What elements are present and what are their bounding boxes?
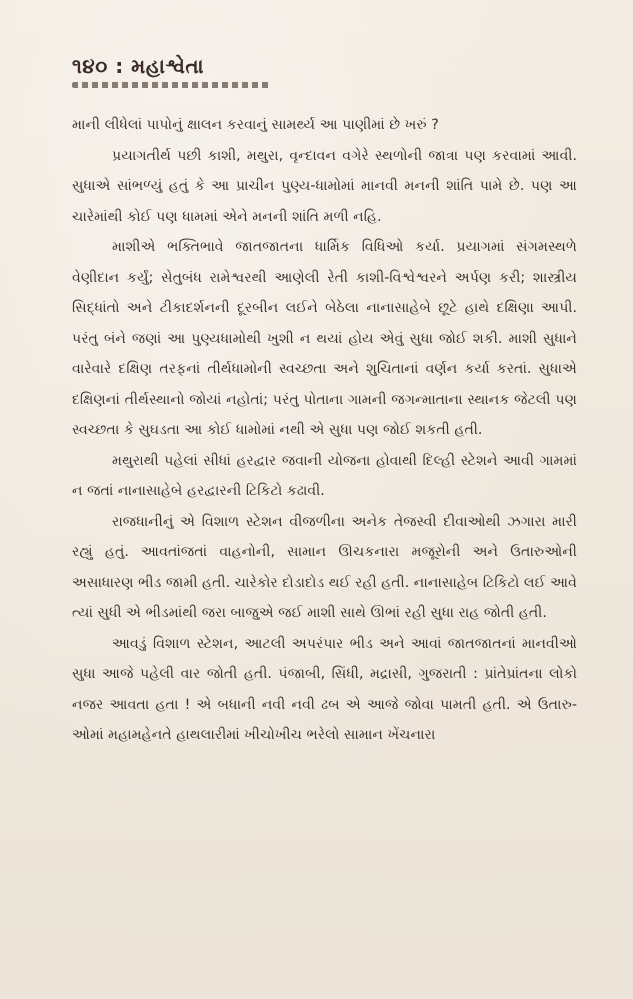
- paragraph: પ્રયાગતીર્થ પછી કાશી, મથુરા, વૃન્દાવન વગેરે સ્થળોની જાત્રા પણ કરવામાં આવી. સુધાએ સાંભળ્યું હતું કે આ પ્રાચીન પુણ્ય-ધામોમાં માનવી મનની શાંતિ પામે છે. પણ આ ચારેમાંથી કોઈ પણ ધામમાં એને મનની શાંતિ મળી નહિ.: [72, 147, 577, 225]
- paragraph: માની લીધેલાં પાપોનું ક્ષાલન કરવાનું સામર્થ્ય આ પાણીમાં છે ખરું ?: [72, 117, 439, 133]
- paragraph: આવડું વિશાળ સ્ટેશન, આટલી અપરંપાર ભીડ અને આવાં જાતજાતનાં માનવીઓ સુધા આજે પહેલી વાર જોતી હતી. પંજાબી, સિંધી, મદ્રાસી, ગુજરાતી : પ્રાંતેપ્રાંતના લોકો નજર આવતા હતા ! એ બધાની નવી નવી ઢબ એ આજે જોવા પામતી હતી. એ ઉતારુ-ઓમાં મહામહેનતે હાથલારીમાં ખીચોખીચ ભરેલો સામાન ખેંચનારા: [72, 635, 577, 743]
- header-underline: [72, 82, 270, 88]
- running-header: ૧૪૦ : મહાશ્વેતા: [72, 54, 205, 78]
- paragraph: રાજધાનીનું એ વિશાળ સ્ટેશન વીજળીના અનેક તેજસ્વી દીવાઓથી ઝગારા મારી રહ્યું હતું. આવતાંજતાં વાહનોની, સામાન ઊચકનારા મજૂરોની અને ઉતારુઓની અસાધારણ ભીડ જામી હતી. ચારેકોર દોડાદોડ થઈ રહી હતી. નાનાસાહેબ ટિકિટો લઈ આવે ત્યાં સુધી એ ભીડમાંથી જરા બાજુએ જઈ માશી સાથે ઊભાં રહી સુધા રાહ જોતી હતી.: [72, 513, 577, 621]
- page-body: [72, 110, 577, 751]
- paragraph: માશીએ ભક્તિભાવે જાતજાતના ધાર્મિક વિધિઓ કર્યા. પ્રયાગમાં સંગમસ્થળે વેણીદાન કર્યું; સેતુબંધ રામેશ્વરથી આણેલી રેતી કાશી-વિશ્વેશ્વરને અર્પણ કરી; શાસ્ત્રીય સિદ્ધાંતો અને ટીકાદર્શનની દૂરબીન લઈને બેઠેલા નાનાસાહેબે છૂટે હાથે દક્ષિણા આપી. પરંતુ બંને જણાં આ પુણ્યધામોથી ખુશી ન થયાં હોય એવું સુધા જોઈ શકી. માશી સુધાને વારેવારે દક્ષિણ તરફનાં તીર્થધામોની સ્વચ્છતા અને શુચિતાનાં વર્ણન કર્યા કરતાં. સુધાએ દક્ષિણનાં તીર્થસ્થાનો જોયાં નહોતાં; પરંતુ પોતાના ગામની જગન્માતાના સ્થાનક જેટલી પણ સ્વચ્છતા કે સુઘડતા આ કોઈ ધામોમાં નથી એ સુધા પણ જોઈ શકતી હતી.: [72, 239, 577, 438]
- paragraph: મથુરાથી પહેલાં સીધાં હરદ્વાર જવાની યોજના હોવાથી દિલ્હી સ્ટેશને આવી ગામમાં ન જતાં નાનાસાહેબે હરદ્વારની ટિકિટો કઢાવી.: [72, 452, 577, 499]
